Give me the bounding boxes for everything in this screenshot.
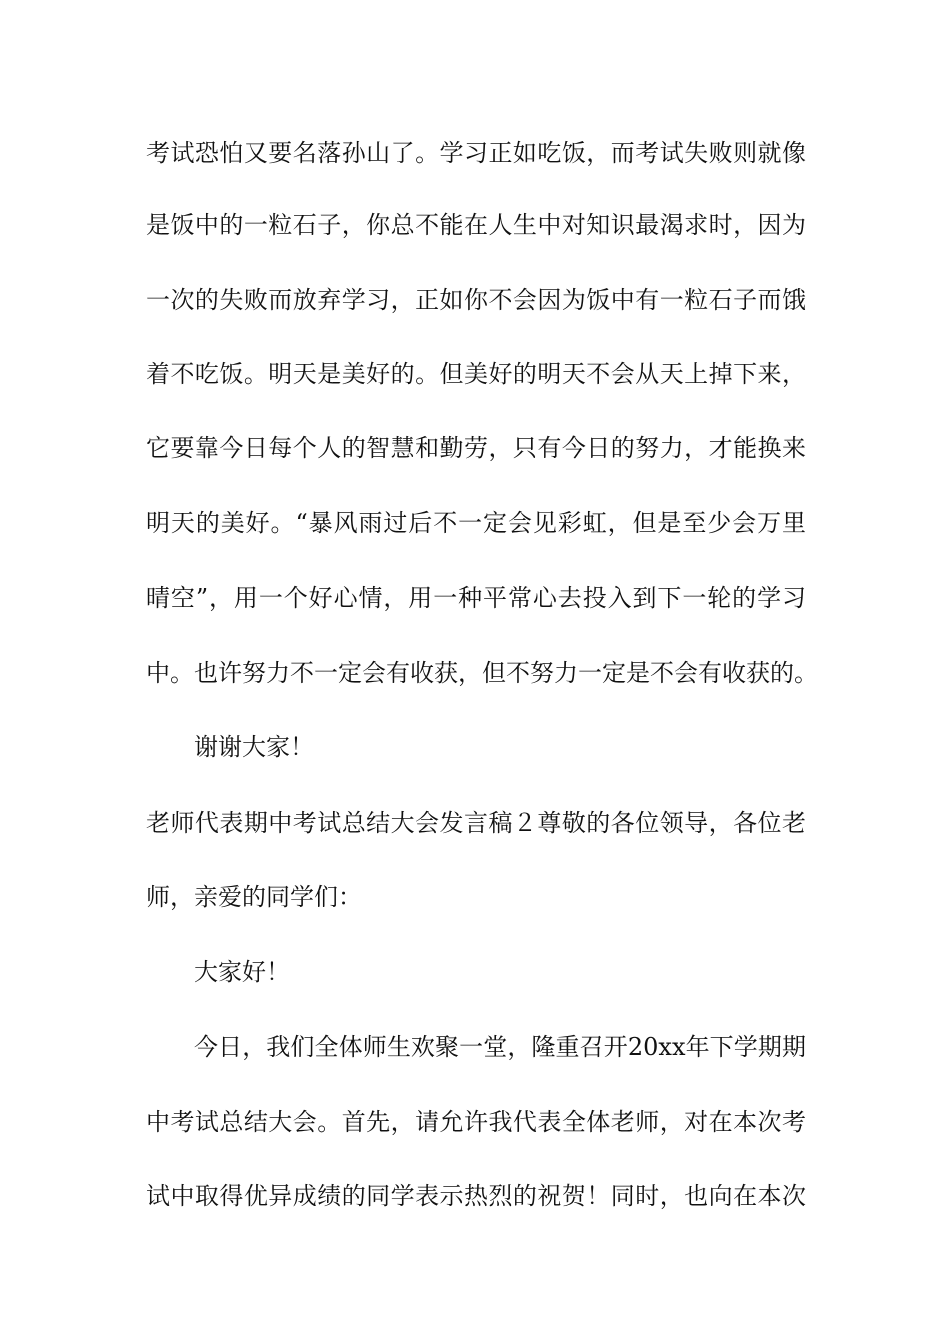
text-line: 晴空”，用一个好心情，用一种平常心去投入到下一轮的学习 [146, 584, 806, 612]
text-line: 今日，我们全体师生欢聚一堂，隆重召开20xx年下学期期 [194, 1033, 806, 1061]
text-line: 试中取得优异成绩的同学表示热烈的祝贺！同时，也向在本次 [146, 1182, 806, 1210]
text-line: 师，亲爱的同学们： [146, 883, 362, 911]
closing-thanks: 谢谢大家！ [194, 733, 314, 761]
text-line: 考试恐怕又要名落孙山了。学习正如吃饭，而考试失败则就像 [146, 139, 806, 167]
text-line: 着不吃饭。明天是美好的。但美好的明天不会从天上掉下来， [146, 360, 806, 388]
greeting: 大家好！ [194, 958, 290, 986]
text-line: 一次的失败而放弃学习，正如你不会因为饭中有一粒石子而饿 [146, 286, 806, 314]
text-line: 是饭中的一粒石子，你总不能在人生中对知识最渴求时，因为 [146, 211, 806, 239]
text-line: 它要靠今日每个人的智慧和勤劳，只有今日的努力，才能换来 [146, 434, 806, 462]
text-line: 中考试总结大会。首先，请允许我代表全体老师，对在本次考 [146, 1108, 806, 1136]
text-line: 明天的美好。“暴风雨过后不一定会见彩虹，但是至少会万里 [146, 509, 806, 537]
text-line: 中。也许努力不一定会有收获，但不努力一定是不会有收获的。 [146, 659, 818, 687]
speech-heading: 老师代表期中考试总结大会发言稿２尊敬的各位领导，各位老 [146, 809, 806, 837]
